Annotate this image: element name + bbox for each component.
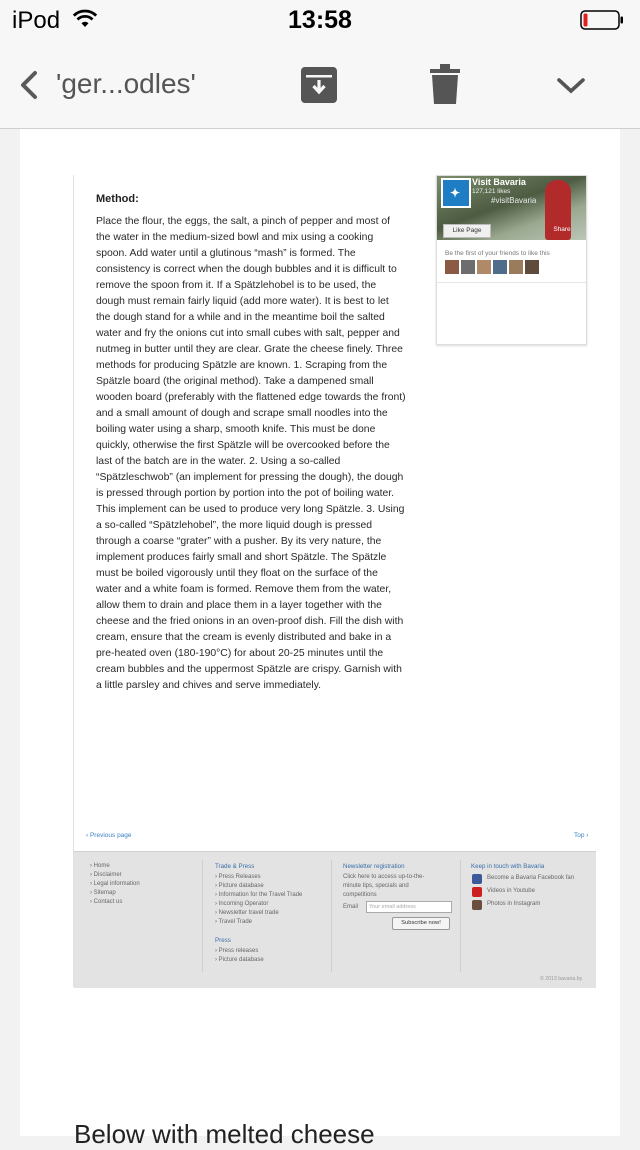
social-link-instagram bbox=[472, 898, 574, 911]
fb-like-page-button: Like Page bbox=[443, 224, 491, 238]
friend-face bbox=[461, 260, 475, 274]
footer-link: › Sitemap bbox=[90, 890, 116, 896]
webpage-body bbox=[74, 175, 596, 851]
fb-like-count: 127,121 likes bbox=[472, 188, 511, 195]
newsletter-text: minute tips, specials and bbox=[343, 883, 409, 889]
battery-icon bbox=[580, 10, 624, 30]
footer-link: › Picture database bbox=[215, 957, 264, 963]
social-link-youtube bbox=[472, 885, 574, 898]
carrier-label: iPod bbox=[12, 7, 61, 34]
friend-face bbox=[525, 260, 539, 274]
footer-link: › Information for the Travel Trade bbox=[215, 892, 303, 898]
footer-link: › Incoming Operator bbox=[215, 901, 269, 907]
footer-link: › Newsletter travel trade bbox=[215, 910, 279, 916]
footer-link: › Press releases bbox=[215, 948, 259, 954]
footer-link: › Legal information bbox=[90, 881, 140, 887]
facebook-icon bbox=[472, 874, 482, 884]
status-bar bbox=[0, 0, 640, 40]
footer-divider bbox=[331, 860, 332, 972]
footer-link: › Travel Trade bbox=[215, 919, 253, 925]
footer-divider bbox=[202, 860, 203, 972]
youtube-icon bbox=[472, 887, 482, 897]
fb-hashtag: #visitBavaria bbox=[491, 196, 537, 205]
footer-link: › Home bbox=[90, 863, 110, 869]
back-chevron-icon[interactable] bbox=[18, 70, 40, 100]
email-body bbox=[20, 129, 620, 1149]
fb-cover-photo bbox=[437, 176, 586, 240]
method-text: Place the flour, the eggs, the salt, a pinch of pepper and most of the water in the medium-sized bowl and mix using a cooking spoon. Add water until a glutinous “mash” is formed. The consistency is correct when the dough bubbles and it is difficult to remove the spoon from it. If a Spätzlehobel is to be used, the dough must remain fairly liquid (add more water). It is best to let the dough stand for a while and in the meantime boil the salted water and fry the onions cut into small cubes with salt, pepper and nutmeg in butter until they are clear. Grate the cheese finely. Three methods for producing Spätzle are known. 1. Scraping from the Spätzle board (the original method). Take a dampened small wooden board (preferably with the flattened edge towards the front) and a small amount of dough and scrape small noodles into the boiling water using a sharp, smooth knife. This must be done quickly, otherwise the first Spätzle will be overcooked before the last of the batch are in the water. 2. Using a so-called “Spätzleschwob” (an implement for pressing the dough), the dough is pressed through portion by portion into the pot of boiling water. This implement can be used to produce very long Spätzle. 3. Using a so-called “Spätzlehobel”, the more liquid dough is pressed through a coarse “grater” with a pusher. By its very nature, the implement produces fairly small and short Spätzle. The Spätzle must be boiled vigorously until they float on the surface of the water and a white foam is formed. Remove them from the water, allow them to drain and place them in a layer together with the cheese and the fried onions in an oven-proof dish. Fill the dish with cream, ensure that the cream is evenly distributed and bake in a pre-heated oven (180-190°C) for about 20-25 minutes until the cream bubbles and the uppermost Spätzle are crispy. Garnish with a little parsley and chives and serve immediately. bbox=[96, 216, 406, 691]
footer-link: › Press Releases bbox=[215, 874, 261, 880]
fb-friends-text: Be the first of your friends to like this bbox=[445, 250, 550, 257]
friend-face bbox=[509, 260, 523, 274]
social-link-facebook bbox=[472, 872, 574, 885]
newsletter-text: Click here to access up-to-the- bbox=[343, 874, 425, 880]
webpage-footer bbox=[74, 851, 596, 988]
footer-social-links bbox=[472, 872, 574, 911]
footer-trade-press bbox=[215, 862, 302, 965]
social-link-label: Videos in Youtube bbox=[487, 888, 535, 894]
fb-share-button: Share bbox=[553, 226, 571, 233]
previous-page-link: ‹ Previous page bbox=[86, 832, 132, 839]
clock: 13:58 bbox=[288, 6, 352, 34]
newsletter-email-field: Your email address bbox=[366, 901, 452, 913]
archive-icon[interactable] bbox=[300, 66, 338, 104]
footer-link: › Disclaimer bbox=[90, 872, 122, 878]
mail-toolbar bbox=[0, 40, 640, 129]
footer-nav-links bbox=[90, 862, 140, 907]
social-link-label: Photos in Instagram bbox=[487, 901, 541, 907]
trash-icon[interactable] bbox=[430, 64, 460, 104]
top-link: Top › bbox=[574, 832, 589, 839]
copyright: © 2013 bavaria.by bbox=[540, 976, 583, 982]
facebook-page-widget bbox=[436, 175, 587, 345]
footer-newsletter bbox=[343, 862, 424, 900]
footer-link: › Contact us bbox=[90, 899, 123, 905]
footer-divider bbox=[460, 860, 461, 972]
friend-face bbox=[493, 260, 507, 274]
visit-bavaria-logo: ✦ bbox=[441, 178, 471, 208]
subscribe-button: Subscribe now! bbox=[392, 917, 450, 930]
friend-face bbox=[477, 260, 491, 274]
fb-friend-faces bbox=[445, 260, 541, 276]
newsletter-text: competitions bbox=[343, 892, 377, 898]
chevron-down-icon[interactable] bbox=[556, 76, 586, 96]
footer-heading: Keep in touch with Bavaria bbox=[471, 863, 545, 870]
footer-link: › Picture database bbox=[215, 883, 264, 889]
footer-heading: Newsletter registration bbox=[343, 863, 405, 870]
email-label: Email bbox=[343, 904, 359, 910]
fb-page-name: Visit Bavaria bbox=[472, 177, 526, 187]
below-caption: Below with melted cheese bbox=[74, 1119, 375, 1149]
social-link-label: Become a Bavaria Facebook fan bbox=[487, 875, 575, 881]
instagram-icon bbox=[472, 900, 482, 910]
footer-heading: Trade & Press bbox=[215, 863, 255, 870]
footer-heading: Press bbox=[215, 937, 231, 944]
divider bbox=[437, 282, 586, 283]
friend-face bbox=[445, 260, 459, 274]
recipe-screenshot-image bbox=[73, 175, 596, 987]
method-heading: Method: bbox=[96, 193, 139, 205]
back-to-thread-title[interactable]: 'ger...odles' bbox=[56, 68, 196, 99]
